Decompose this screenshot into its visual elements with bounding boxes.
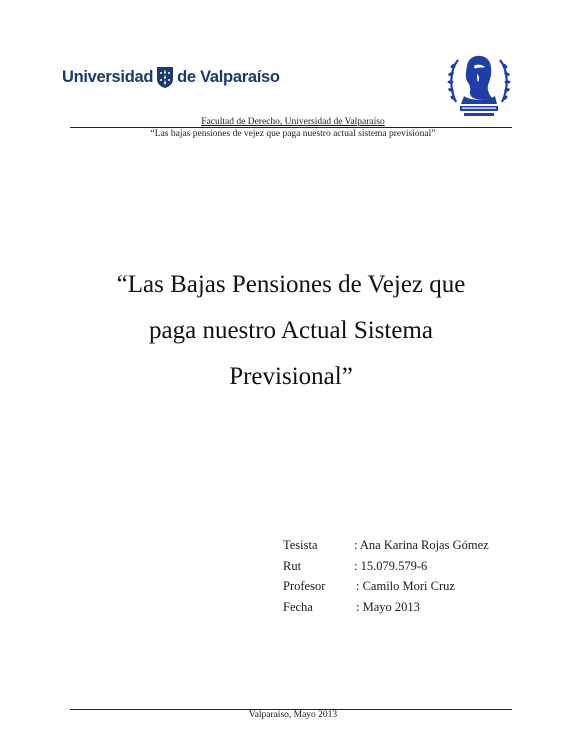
thesis-info [283, 535, 523, 617]
info-value: : Mayo 2013 [356, 599, 420, 614]
info-label: Profesor [283, 579, 326, 593]
info-label: Fecha [283, 599, 313, 614]
logo-text-valparaiso: de Valparaíso [177, 67, 280, 86]
info-value: : 15.079.579-6 [354, 558, 428, 573]
info-row-tesista [283, 535, 523, 556]
info-row-profesor [283, 576, 523, 597]
info-row-fecha [283, 597, 523, 618]
header-faculty: Facultad de Derecho, Universidad de Valparaíso [201, 117, 385, 127]
info-row-rut [283, 556, 523, 577]
faculty-seal-icon [444, 52, 514, 120]
info-value: : Ana Karina Rojas Gómez [354, 538, 489, 552]
info-value: : Camilo Mori Cruz [356, 579, 455, 593]
info-label: Tesista [283, 538, 318, 552]
logo-text-universidad: Universidad [62, 67, 154, 86]
title-line-2: paga nuestro Actual Sistema [149, 317, 433, 344]
info-label: Rut [283, 558, 302, 573]
university-shield-icon [156, 66, 174, 89]
title-line-1: “Las Bajas Pensiones de Vejez que [116, 271, 466, 298]
title-line-3: Previsional” [229, 363, 353, 390]
header-divider [70, 127, 512, 128]
page-title [70, 262, 512, 400]
footer-text: Valparaíso, Mayo 2013 [248, 710, 338, 720]
header-subtitle: “Las bajas pensiones de vejez que paga nuestro actual sistema previsional” [150, 129, 436, 139]
university-logo [62, 62, 280, 92]
